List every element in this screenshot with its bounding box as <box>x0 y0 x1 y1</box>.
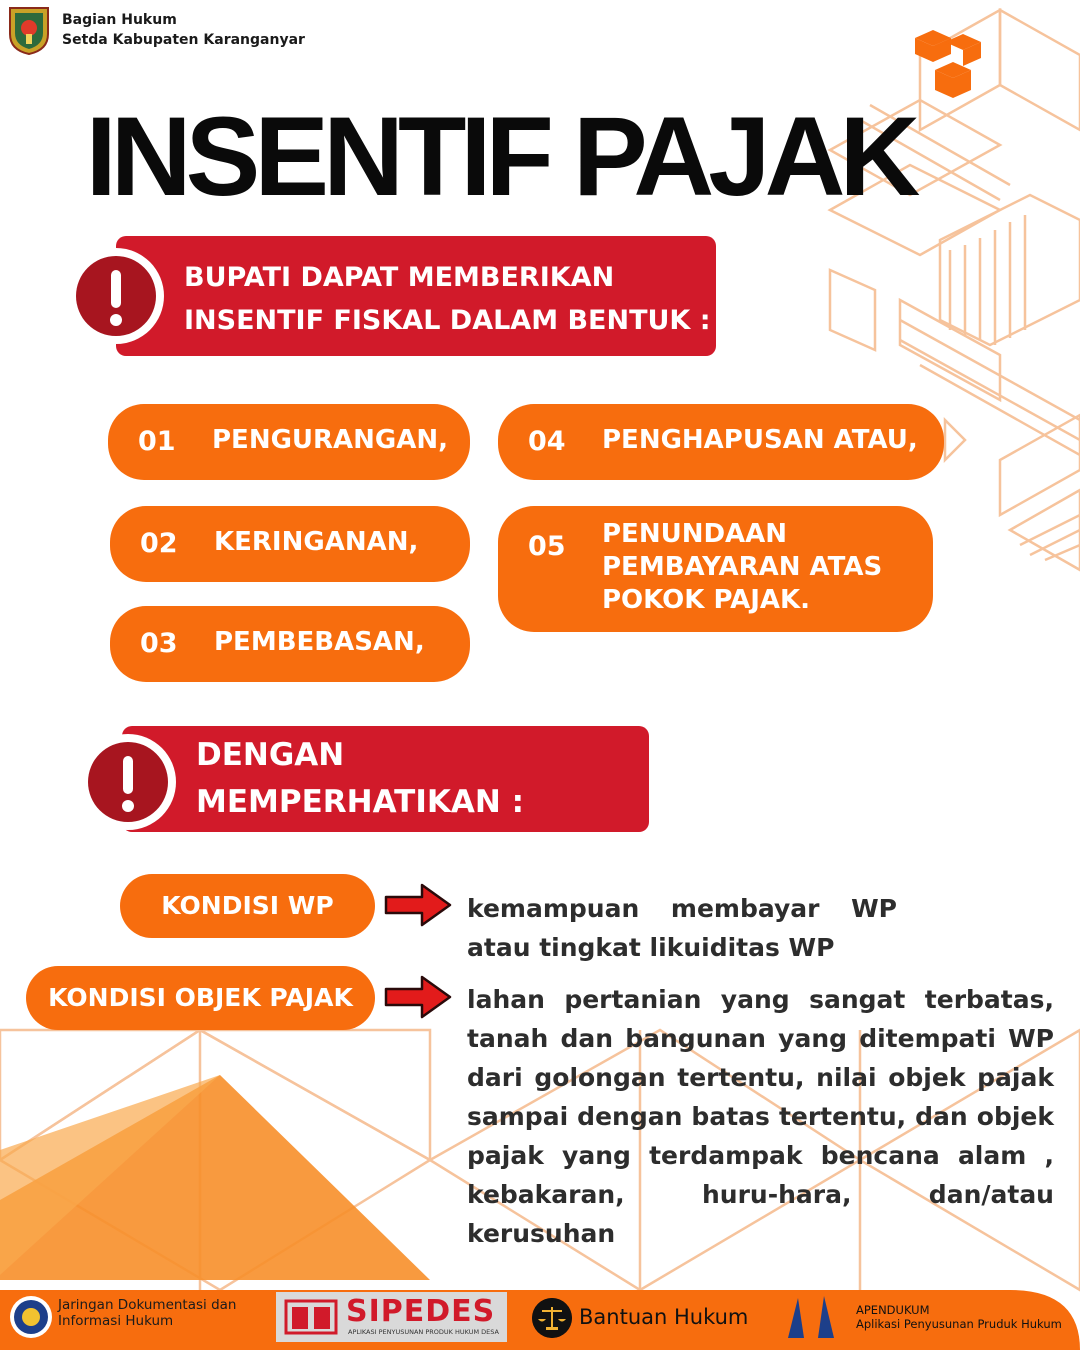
law-book-icon <box>284 1297 338 1337</box>
item-number: 01 <box>138 426 176 457</box>
item-label: KERINGANAN, <box>214 527 419 557</box>
list-item <box>498 404 944 480</box>
org-line-1: Bagian Hukum <box>62 12 177 28</box>
jdih-logo-icon <box>10 1296 52 1338</box>
item-number: 03 <box>140 628 178 659</box>
arrow-right-icon <box>384 974 452 1020</box>
apendukum-text <box>856 1303 1062 1331</box>
item-label-line: POKOK PAJAK. <box>602 585 811 615</box>
item-label <box>602 518 882 617</box>
apendukum-title: APENDUKUM <box>856 1303 930 1317</box>
condition-object-label: KONDISI OBJEK PAJAK <box>26 966 375 1030</box>
sipedes-subtitle: APLIKASI PENYUSUNAN PRODUK HUKUM DESA <box>348 1328 499 1336</box>
condition-object-description: lahan pertanian yang sangat terbatas, tanah dan bangunan yang ditempati WP dari golongan tertentu, nilai objek pajak sampai dengan batas tertentu, dan objek pajak yang terdampak bencana alam , kebakaran, huru-hara, dan/atau kerusuhan <box>467 985 1054 1248</box>
scales-of-justice-icon <box>532 1298 572 1338</box>
jdih-name <box>58 1297 236 1329</box>
list-item <box>108 404 470 480</box>
bantuan-hukum-label: Bantuan Hukum <box>579 1305 749 1329</box>
item-label: PEMBEBASAN, <box>214 627 425 657</box>
list-item <box>110 506 470 582</box>
page-title: INSENTIF PAJAK <box>85 94 915 219</box>
list-item <box>110 606 470 682</box>
org-line-2: Setda Kabupaten Karanganyar <box>62 32 305 48</box>
jdih-line2: Informasi Hukum <box>58 1313 174 1329</box>
banner1-line1: BUPATI DAPAT MEMBERIKAN <box>184 262 615 293</box>
exclamation-icon <box>68 248 164 344</box>
fiscal-incentive-banner <box>116 236 716 356</box>
list-item <box>498 506 933 632</box>
item-number: 05 <box>528 531 566 562</box>
banner1-line2: INSENTIF FISKAL DALAM BENTUK : <box>184 305 711 336</box>
sipedes-logo <box>276 1292 507 1342</box>
item-label: PENGURANGAN, <box>212 425 449 455</box>
arrow-right-icon <box>384 882 452 928</box>
karanganyar-emblem-icon <box>6 4 52 56</box>
condition-wp-label: KONDISI WP <box>120 874 375 938</box>
item-number: 04 <box>528 426 566 457</box>
item-label-line: PENUNDAAN <box>602 519 788 549</box>
apendukum-subtitle: Aplikasi Penyusunan Pruduk Hukum <box>856 1317 1062 1331</box>
item-number: 02 <box>140 528 178 559</box>
organization-name <box>62 10 305 50</box>
condition-wp-description: kemampuan membayar WP atau tingkat likuiditas WP <box>467 894 897 962</box>
item-label: PENGHAPUSAN ATAU, <box>602 425 918 455</box>
banner2-line1: DENGAN <box>196 737 345 773</box>
exclamation-icon <box>80 734 176 830</box>
apendukum-logo-icon <box>780 1290 842 1346</box>
sipedes-word: SIPEDES <box>346 1294 496 1329</box>
item-label-line: PEMBAYARAN ATAS <box>602 552 883 582</box>
considering-banner <box>122 726 649 832</box>
banner2-line2: MEMPERHATIKAN : <box>196 784 524 820</box>
jdih-line1: Jaringan Dokumentasi dan <box>58 1297 237 1313</box>
